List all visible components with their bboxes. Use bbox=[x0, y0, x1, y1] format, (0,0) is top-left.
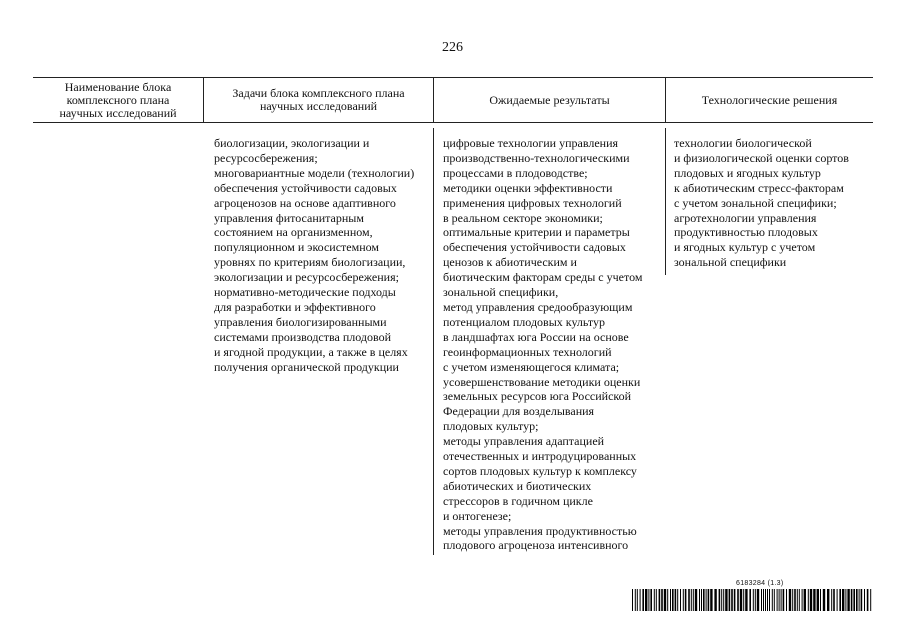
text-line: обеспечения устойчивости садовых bbox=[443, 240, 626, 255]
text-line: оптимальные критерии и параметры bbox=[443, 225, 630, 240]
text-line: системами производства плодовой bbox=[214, 329, 392, 344]
text-line: отечественных и интродуцированных bbox=[443, 449, 637, 464]
text-line: и онтогенезе; bbox=[443, 508, 512, 523]
text-line: и ягодной продукции, а также в целях bbox=[214, 344, 408, 359]
text-line: обеспечения устойчивости садовых bbox=[214, 180, 397, 195]
text-line: с учетом зональной специфики; bbox=[674, 195, 837, 210]
results-column bbox=[443, 136, 642, 553]
header-results: Ожидаемые результаты bbox=[489, 92, 610, 107]
text-line: методики оценки эффективности bbox=[443, 180, 613, 195]
header-bottom-rule bbox=[33, 122, 873, 123]
text-line: биотическим факторам среды с учетом bbox=[443, 270, 643, 285]
text-line: управления биологизированными bbox=[214, 314, 387, 329]
text-line: агроценозов на основе адаптивного bbox=[214, 195, 396, 210]
text-line: ресурсосбережения; bbox=[214, 150, 318, 165]
barcode-id: 6183284 (1.3) bbox=[736, 580, 784, 587]
header-solutions: Технологические решения bbox=[701, 92, 838, 107]
text-line: биологизации, экологизации и bbox=[214, 136, 370, 150]
text-line: усовершенствование методики оценки bbox=[443, 374, 641, 389]
text-line: абиотических и биотических bbox=[443, 478, 592, 493]
text-line: к абиотическим стресс-факторам bbox=[674, 180, 844, 195]
header-block-name: Наименование блока комплексного плана научных исследований bbox=[59, 79, 177, 120]
text-line: плодового агроценоза интенсивного bbox=[443, 538, 629, 553]
header-tasks: Задачи блока комплексного плана научных исследований bbox=[232, 86, 405, 113]
text-line: популяционном и экосистемном bbox=[214, 240, 379, 255]
text-line: технологии биологической bbox=[674, 136, 812, 150]
text-line: для разработки и эффективного bbox=[214, 299, 376, 314]
solutions-column bbox=[674, 136, 849, 270]
text-line: в ландшафтах юга России на основе bbox=[443, 329, 629, 344]
text-line: процессами в плодоводстве; bbox=[443, 165, 588, 180]
text-line: потенциалом плодовых культур bbox=[443, 314, 606, 329]
text-line: с учетом изменяющегося климата; bbox=[443, 359, 620, 374]
text-line: и физиологической оценки сортов bbox=[674, 150, 849, 165]
text-line: продуктивностью плодовых bbox=[674, 225, 818, 240]
text-line: Федерации для возделывания bbox=[443, 404, 595, 419]
text-line: методы управления продуктивностью bbox=[443, 523, 637, 538]
column-divider bbox=[433, 128, 434, 555]
text-line: производственно-технологическими bbox=[443, 150, 630, 165]
text-line: геоинформационных технологий bbox=[443, 344, 612, 359]
text-line: агротехнологии управления bbox=[674, 210, 817, 225]
tasks-column bbox=[214, 136, 414, 375]
text-line: многовариантные модели (технологии) bbox=[214, 165, 415, 180]
text-line: уровнях по критериям биологизации, bbox=[214, 255, 406, 270]
text-line: применения цифровых технологий bbox=[443, 195, 622, 210]
text-line: сортов плодовых культур к комплексу bbox=[443, 463, 637, 478]
text-line: цифровые технологии управления bbox=[443, 136, 619, 150]
text-line: управления фитосанитарным bbox=[214, 210, 364, 225]
text-line: состоянием на организменном, bbox=[214, 225, 373, 240]
barcode-image bbox=[632, 589, 872, 611]
text-line: зональной специфики, bbox=[443, 285, 559, 300]
column-divider bbox=[665, 128, 666, 275]
text-line: стрессоров в годичном цикле bbox=[443, 493, 593, 508]
text-line: в реальном секторе экономики; bbox=[443, 210, 603, 225]
text-line: экологизации и ресурсосбережения; bbox=[214, 270, 399, 285]
text-line: плодовых и ягодных культур bbox=[674, 165, 821, 180]
text-line: земельных ресурсов юга Российской bbox=[443, 389, 632, 404]
text-line: нормативно-методические подходы bbox=[214, 285, 396, 300]
text-line: получения органической продукции bbox=[214, 359, 399, 374]
text-line: методы управления адаптацией bbox=[443, 434, 605, 449]
text-line: ценозов к абиотическим и bbox=[443, 255, 577, 270]
text-line: зональной специфики bbox=[674, 255, 787, 270]
text-line: плодовых культур; bbox=[443, 419, 539, 434]
text-line: метод управления средообразующим bbox=[443, 299, 633, 314]
page-number: 226 bbox=[442, 40, 463, 55]
text-line: и ягодных культур с учетом bbox=[674, 240, 816, 255]
